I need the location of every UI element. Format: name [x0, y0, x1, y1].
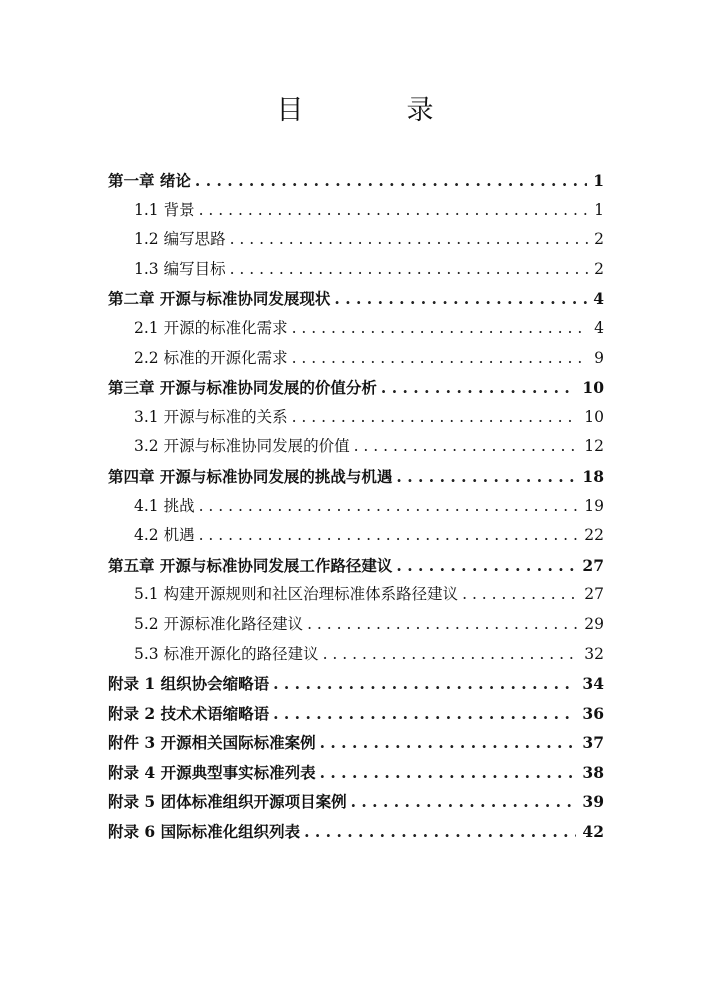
- toc-section-entry[interactable]: [108, 344, 604, 374]
- toc-chapter-entry[interactable]: [108, 817, 604, 847]
- toc-entry-label: 1.2 编写思路: [134, 230, 226, 249]
- toc-chapter-entry[interactable]: [108, 166, 604, 196]
- toc-chapter-entry[interactable]: [108, 284, 604, 314]
- toc-chapter-entry[interactable]: [108, 728, 604, 758]
- toc-entry-label: 2.1 开源的标准化需求: [134, 318, 288, 337]
- toc-section-entry[interactable]: [108, 610, 604, 640]
- toc-chapter-entry[interactable]: [108, 758, 604, 788]
- toc-entry-label: 附录 1 组织协会缩略语: [108, 674, 270, 694]
- toc-page-number: 27: [584, 585, 604, 604]
- dot-leader: [273, 699, 576, 729]
- toc-page-number: 38: [582, 762, 604, 782]
- toc-section-entry[interactable]: [108, 521, 604, 551]
- dot-leader: [199, 492, 579, 522]
- toc-entry-label: 附件 3 开源相关国际标准案例: [108, 733, 316, 753]
- toc-page-number: 10: [584, 407, 604, 426]
- toc-entry-label: 第二章 开源与标准协同发展现状: [108, 289, 331, 309]
- toc-section-entry[interactable]: [108, 432, 604, 462]
- dot-leader: [396, 551, 576, 581]
- toc-entry-label: 3.2 开源与标准协同发展的价值: [134, 437, 350, 456]
- toc-entry-label: 附录 4 开源典型事实标准列表: [108, 762, 316, 782]
- toc-entry-label: 第一章 绪论: [108, 171, 191, 190]
- toc-section-entry[interactable]: [108, 640, 604, 670]
- toc-chapter-entry[interactable]: [108, 462, 604, 492]
- toc-page-number: 2: [594, 259, 604, 278]
- toc-entry-label: 附录 2 技术术语缩略语: [108, 703, 270, 723]
- toc-entry-label: 2.2 标准的开源化需求: [134, 348, 288, 367]
- toc-section-entry[interactable]: [108, 403, 604, 433]
- toc-page-number: 4: [594, 318, 604, 337]
- dot-leader: [199, 521, 579, 551]
- toc-page-number: 29: [584, 614, 604, 633]
- toc-page-number: 10: [582, 378, 604, 398]
- dot-leader: [195, 166, 587, 196]
- toc-chapter-entry[interactable]: [108, 699, 604, 729]
- dot-leader: [381, 373, 577, 403]
- toc-page-number: 34: [582, 674, 604, 694]
- toc-entry-label: 5.3 标准开源化的路径建议: [134, 644, 319, 663]
- toc-chapter-entry[interactable]: [108, 669, 604, 699]
- dot-leader: [323, 640, 579, 670]
- toc-entry-label: 第四章 开源与标准协同发展的挑战与机遇: [108, 466, 393, 486]
- toc-page-number: 19: [584, 496, 604, 515]
- toc-entry-label: 第三章 开源与标准协同发展的价值分析: [108, 378, 377, 398]
- toc-entry-label: 5.1 构建开源规则和社区治理标准体系路径建议: [134, 585, 459, 604]
- toc-page-number: 37: [582, 733, 604, 753]
- toc-page-number: 36: [582, 703, 604, 723]
- dot-leader: [462, 580, 578, 610]
- toc-entry-label: 4.2 机遇: [134, 526, 195, 545]
- toc-page-number: 4: [593, 289, 604, 309]
- toc-entry-label: 附录 5 团体标准组织开源项目案例: [108, 792, 347, 812]
- toc-section-entry[interactable]: [108, 196, 604, 226]
- toc-section-entry[interactable]: [108, 580, 604, 610]
- toc-chapter-entry[interactable]: [108, 551, 604, 581]
- toc-section-entry[interactable]: [108, 225, 604, 255]
- dot-leader: [334, 284, 587, 314]
- toc-entry-label: 1.3 编写目标: [134, 259, 226, 278]
- toc-page-number: 42: [582, 822, 604, 842]
- dot-leader: [230, 255, 588, 285]
- toc-page-number: 1: [593, 171, 604, 190]
- table-of-contents: [108, 166, 604, 847]
- dot-leader: [230, 225, 588, 255]
- dot-leader: [273, 669, 576, 699]
- toc-section-entry[interactable]: [108, 255, 604, 285]
- dot-leader: [292, 344, 588, 374]
- dot-leader: [320, 728, 577, 758]
- page-title: 目 录: [276, 95, 472, 126]
- toc-page-number: 32: [584, 644, 604, 663]
- toc-page-number: 39: [582, 792, 604, 812]
- toc-page-number: 22: [584, 526, 604, 545]
- dot-leader: [307, 610, 578, 640]
- toc-chapter-entry[interactable]: [108, 373, 604, 403]
- toc-entry-label: 3.1 开源与标准的关系: [134, 407, 288, 426]
- toc-section-entry[interactable]: [108, 492, 604, 522]
- toc-page-number: 18: [582, 466, 604, 486]
- dot-leader: [354, 432, 579, 462]
- dot-leader: [292, 403, 579, 433]
- toc-entry-label: 5.2 开源标准化路径建议: [134, 614, 304, 633]
- toc-entry-label: 4.1 挑战: [134, 496, 195, 515]
- toc-page-number: 2: [594, 230, 604, 249]
- dot-leader: [320, 758, 577, 788]
- toc-page-number: 27: [582, 555, 604, 575]
- toc-entry-label: 1.1 背景: [134, 200, 195, 219]
- dot-leader: [396, 462, 576, 492]
- toc-page-number: 9: [594, 348, 604, 367]
- toc-section-entry[interactable]: [108, 314, 604, 344]
- dot-leader: [292, 314, 588, 344]
- dot-leader: [304, 817, 576, 847]
- toc-entry-label: 第五章 开源与标准协同发展工作路径建议: [108, 555, 393, 575]
- toc-page-number: 12: [584, 437, 604, 456]
- toc-page-number: 1: [594, 200, 604, 219]
- toc-entry-label: 附录 6 国际标准化组织列表: [108, 822, 301, 842]
- dot-leader: [199, 196, 588, 226]
- dot-leader: [351, 787, 577, 817]
- toc-chapter-entry[interactable]: [108, 787, 604, 817]
